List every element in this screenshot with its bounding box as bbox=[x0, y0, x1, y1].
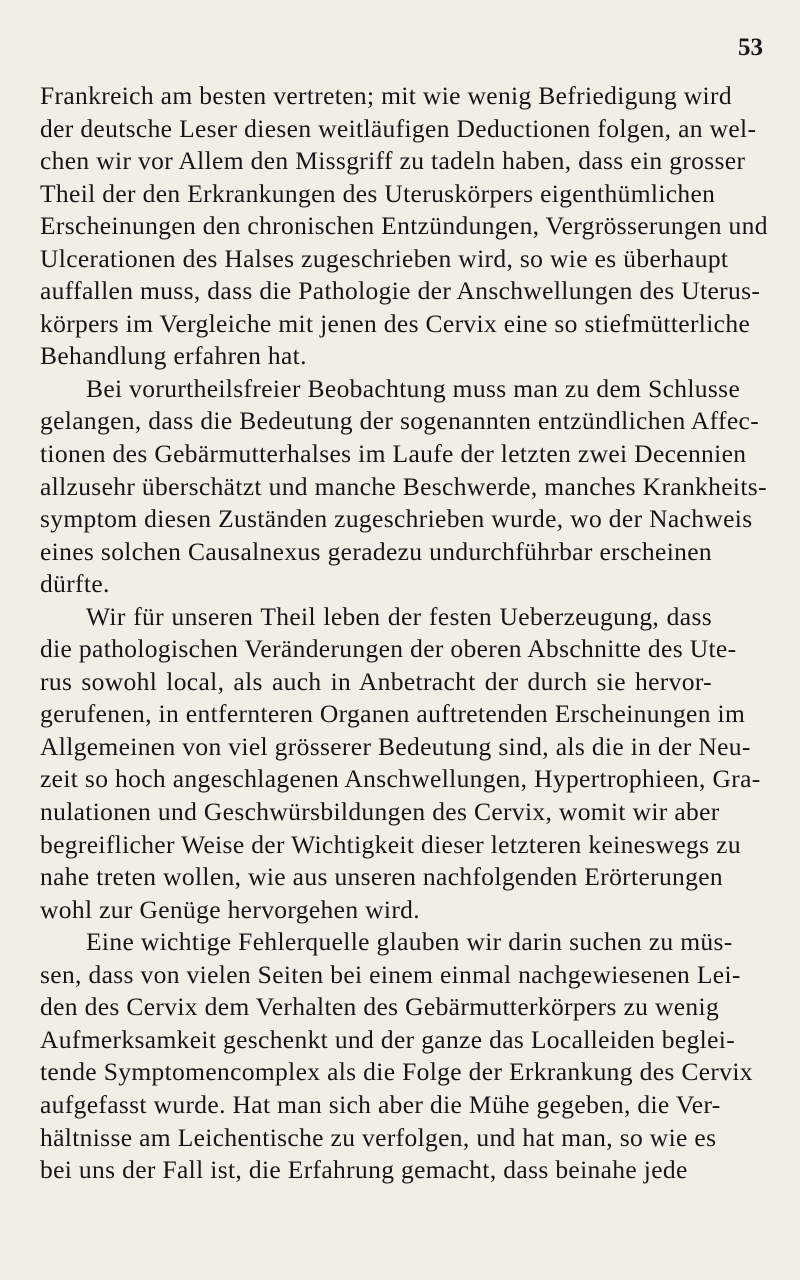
text-line: chen wir vor Allem den Missgriff zu tadeln haben, dass ein grosser bbox=[40, 146, 746, 176]
text-line: bei uns der Fall ist, die Erfahrung gemacht, dass beinahe jede bbox=[40, 1155, 688, 1185]
paragraph bbox=[40, 926, 753, 1186]
text-line: gelangen, dass die Bedeutung der sogenannten entzündlichen Affec- bbox=[40, 406, 760, 436]
text-line: allzusehr überschätzt und manche Beschwerde, manches Krankheits- bbox=[40, 471, 767, 501]
text-line: den des Cervix dem Verhalten des Gebärmutterkörpers zu wenig bbox=[40, 992, 720, 1022]
paragraph bbox=[40, 80, 768, 373]
text-line: Theil der den Erkrankungen des Uteruskörpers eigenthümlichen bbox=[40, 178, 716, 208]
paragraph bbox=[40, 601, 761, 926]
text-line: dürfte. bbox=[40, 569, 110, 599]
paragraph bbox=[40, 373, 767, 601]
text-line: tionen des Gebärmutterhalses im Laufe der letzten zwei Decennien bbox=[40, 439, 747, 469]
text-line: eines solchen Causalnexus geradezu undurchführbar erscheinen bbox=[40, 536, 712, 566]
text-line: hältnisse am Leichentische zu verfolgen, und hat man, so wie es bbox=[40, 1122, 717, 1152]
text-line: zeit so hoch angeschlagenen Anschwellungen, Hypertrophieen, Gra- bbox=[40, 764, 761, 794]
text-line: Behandlung erfahren hat. bbox=[40, 341, 307, 371]
text-line: Eine wichtige Fehlerquelle glauben wir darin suchen zu müs- bbox=[86, 927, 733, 957]
text-line: wohl zur Genüge hervorgehen wird. bbox=[40, 894, 421, 924]
text-line: nulationen und Geschwürsbildungen des Cervix, womit wir aber bbox=[40, 797, 720, 827]
text-line: symptom diesen Zuständen zugeschrieben wurde, wo der Nachweis bbox=[40, 504, 753, 534]
text-line: Frankreich am besten vertreten; mit wie wenig Befriedigung wird bbox=[40, 81, 732, 110]
text-line: der deutsche Leser diesen weitläufigen Deductionen folgen, an wel- bbox=[40, 113, 757, 143]
page-number: 53 bbox=[738, 34, 763, 61]
text-line: Aufmerksamkeit geschenkt und der ganze das Localleiden beglei- bbox=[40, 1024, 736, 1054]
text-line: Bei vorurtheilsfreier Beobachtung muss man zu dem Schlusse bbox=[86, 373, 741, 403]
text-line: auffallen muss, dass die Pathologie der Anschwellungen des Uterus- bbox=[40, 276, 761, 306]
text-line: körpers im Vergleiche mit jenen des Cervix eine so stiefmütterliche bbox=[40, 308, 751, 338]
text-line: begreiflicher Weise der Wichtigkeit dieser letzteren keineswegs zu bbox=[40, 829, 741, 859]
text-line: Allgemeinen von viel grösserer Bedeutung sind, als die in der Neu- bbox=[40, 731, 751, 761]
text-line: sen, dass von vielen Seiten bei einem einmal nachgewiesenen Lei- bbox=[40, 959, 741, 989]
text-line: Ulcerationen des Halses zugeschrieben wird, so wie es überhaupt bbox=[40, 243, 729, 273]
body-text bbox=[40, 80, 768, 1187]
text-line: gerufenen, in entfernteren Organen auftretenden Erscheinungen im bbox=[40, 699, 746, 729]
text-line: aufgefasst wurde. Hat man sich aber die Mühe gegeben, die Ver- bbox=[40, 1089, 721, 1119]
text-line: die pathologischen Veränderungen der oberen Abschnitte des Ute- bbox=[40, 634, 737, 664]
text-line: nahe treten wollen, wie aus unseren nachfolgenden Erörterungen bbox=[40, 862, 724, 892]
text-line: tende Symptomencomplex als die Folge der Erkrankung des Cervix bbox=[40, 1057, 753, 1087]
text-line: Erscheinungen den chronischen Entzündungen, Vergrösserungen und bbox=[40, 211, 768, 241]
text-line: rus sowohl local, als auch in Anbetracht der durch sie hervor- bbox=[40, 666, 712, 696]
text-line: Wir für unseren Theil leben der festen Ueberzeugung, dass bbox=[86, 601, 712, 631]
